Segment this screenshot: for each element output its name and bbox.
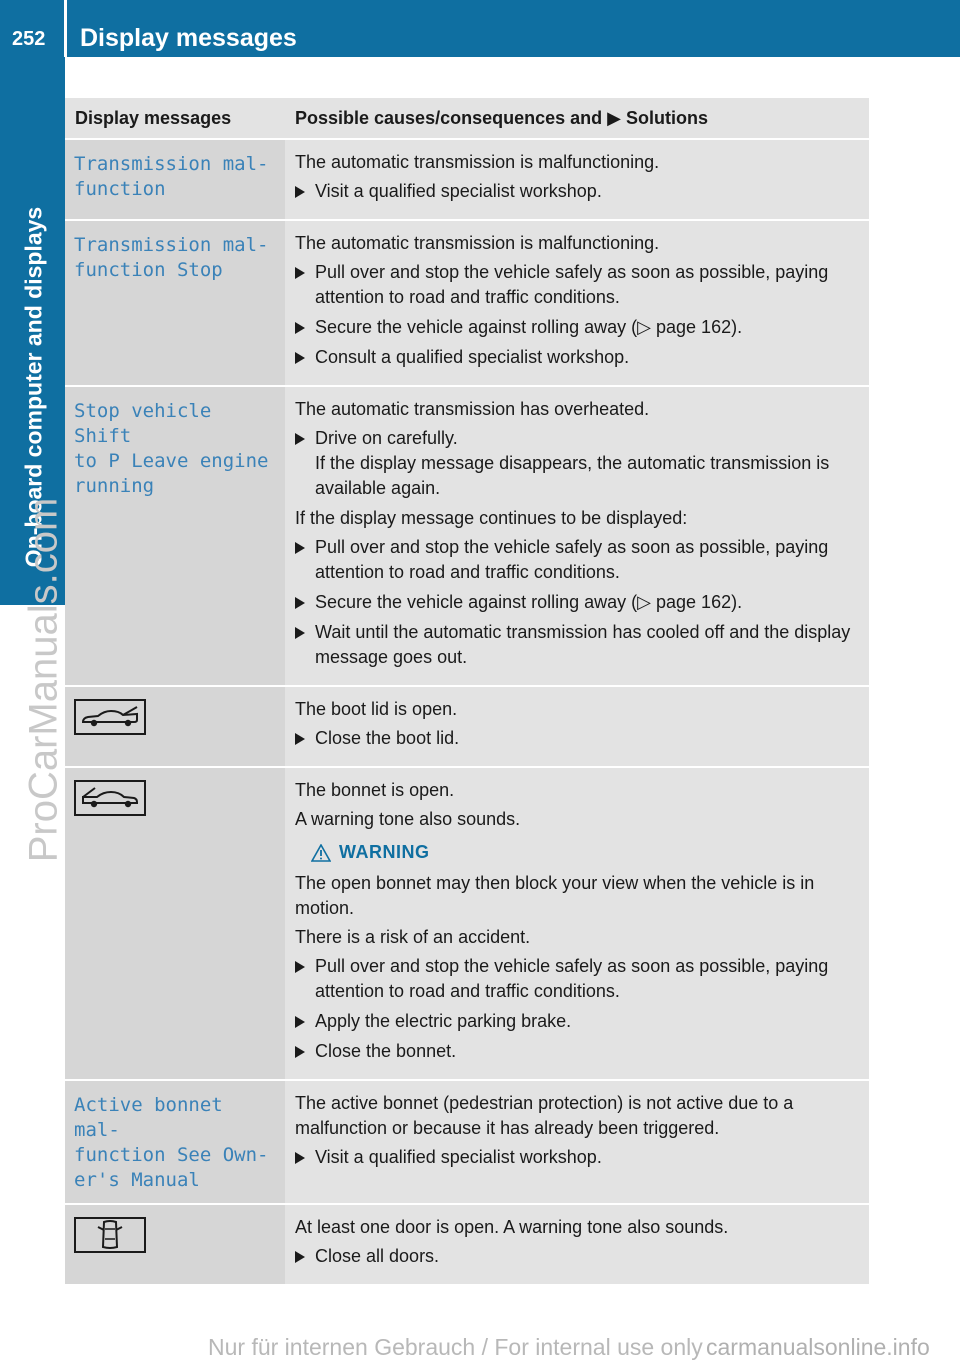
description-text: The boot lid is open. <box>295 699 458 719</box>
step-text: Wait until the automatic transmission has cooled off and the display message goes out. <box>315 622 851 667</box>
solution-step <box>295 1009 861 1034</box>
table-row <box>65 1205 869 1286</box>
step-text: Close the boot lid. <box>315 728 460 748</box>
solution-cell <box>285 687 869 766</box>
table-header <box>65 98 869 140</box>
page-number: 252 <box>12 28 46 50</box>
solution-step <box>295 954 861 1004</box>
display-messages-table <box>65 98 869 1286</box>
step-text: Pull over and stop the vehicle safely as soon as possible, paying attention to road and traffic conditions. <box>315 537 829 582</box>
solution-cell <box>285 140 869 219</box>
message-cell <box>65 768 285 1079</box>
step-text: Visit a qualified specialist workshop. <box>315 1147 602 1167</box>
step-arrow-icon <box>295 961 305 973</box>
message-cell <box>65 221 285 385</box>
message-cell <box>65 1205 285 1284</box>
description-text: The automatic transmission is malfunctioning. <box>295 233 660 253</box>
solution-cell <box>285 221 869 385</box>
warning-label: WARNING <box>339 842 430 862</box>
solution-step <box>295 726 861 751</box>
watermark-left: ProCarManuals.com <box>21 497 66 863</box>
step-arrow-icon <box>295 1152 305 1164</box>
step-subtext: If the display message disappears, the automatic transmission is available again. <box>315 453 830 498</box>
footer-site: carmanualsonline.info <box>706 1334 930 1360</box>
column-header-messages: Display messages <box>75 107 232 128</box>
table-row <box>65 768 869 1081</box>
step-arrow-icon <box>295 627 305 639</box>
footer-note: Nur für internen Gebrauch / For internal use only <box>208 1334 703 1360</box>
step-arrow-icon <box>295 186 305 198</box>
bonnet-open-icon <box>74 780 146 816</box>
message-cell <box>65 687 285 766</box>
section-label: On-board computer and displays <box>20 206 47 568</box>
solution-step <box>295 1039 861 1064</box>
step-arrow-icon <box>295 322 305 334</box>
description-text: The bonnet is open. <box>295 780 455 800</box>
display-message-text: Transmission mal- function Stop <box>74 234 269 281</box>
solution-step <box>295 620 861 670</box>
table-row <box>65 387 869 687</box>
description-text: The open bonnet may then block your view when the vehicle is in motion. <box>295 873 815 918</box>
table-row <box>65 140 869 221</box>
step-arrow-icon <box>295 597 305 609</box>
message-cell <box>65 140 285 219</box>
description-text: There is a risk of an accident. <box>295 927 531 947</box>
display-message-text: Active bonnet mal- function See Own- er's Manual <box>74 1094 269 1191</box>
step-arrow-icon <box>295 733 305 745</box>
message-cell <box>65 387 285 685</box>
solution-step <box>295 260 861 310</box>
step-text: Pull over and stop the vehicle safely as soon as possible, paying attention to road and traffic conditions. <box>315 262 829 307</box>
solution-step <box>295 315 861 340</box>
solution-step <box>295 179 861 204</box>
page-title: Display messages <box>80 24 297 52</box>
description-text: The active bonnet (pedestrian protection) is not active due to a malfunction or because it has already been triggered. <box>295 1093 794 1138</box>
description-text: The automatic transmission has overheated. <box>295 399 650 419</box>
step-arrow-icon <box>295 542 305 554</box>
table-body <box>65 140 869 1286</box>
table-row <box>65 221 869 387</box>
message-cell <box>65 1081 285 1203</box>
step-text: Secure the vehicle against rolling away (▷ page 162). <box>315 592 743 612</box>
solution-step <box>295 1244 861 1269</box>
step-arrow-icon <box>295 433 305 445</box>
solution-step <box>295 590 861 615</box>
step-arrow-icon <box>295 1016 305 1028</box>
solution-cell <box>285 768 869 1079</box>
warning-heading <box>311 840 861 865</box>
step-text: Close all doors. <box>315 1246 440 1266</box>
table-row <box>65 1081 869 1205</box>
description-text: A warning tone also sounds. <box>295 809 521 829</box>
solution-step <box>295 535 861 585</box>
solution-cell <box>285 1081 869 1203</box>
solution-step <box>295 345 861 370</box>
step-text: Apply the electric parking brake. <box>315 1011 572 1031</box>
step-arrow-icon <box>295 267 305 279</box>
table-row <box>65 687 869 768</box>
solution-step <box>295 1145 861 1170</box>
warning-triangle-icon <box>311 844 331 862</box>
step-text: Secure the vehicle against rolling away (▷ page 162). <box>315 317 743 337</box>
step-text: Consult a qualified specialist workshop. <box>315 347 630 367</box>
boot-open-icon <box>74 699 146 735</box>
step-arrow-icon <box>295 1046 305 1058</box>
column-header-solutions: Possible causes/consequences and ▶ Solutions <box>295 107 708 128</box>
step-text: Close the bonnet. <box>315 1041 457 1061</box>
display-message-text: Stop vehicle Shift to P Leave engine running <box>74 400 269 497</box>
solution-step <box>295 426 861 501</box>
solution-cell <box>285 387 869 685</box>
step-text: Pull over and stop the vehicle safely as soon as possible, paying attention to road and traffic conditions. <box>315 956 829 1001</box>
step-arrow-icon <box>295 352 305 364</box>
step-text: Visit a qualified specialist workshop. <box>315 181 602 201</box>
display-message-text: Transmission mal- function <box>74 153 269 200</box>
step-arrow-icon <box>295 1251 305 1263</box>
header-divider <box>64 0 67 57</box>
description-text: The automatic transmission is malfunctioning. <box>295 152 660 172</box>
description-text: If the display message continues to be displayed: <box>295 508 688 528</box>
solution-cell <box>285 1205 869 1284</box>
description-text: At least one door is open. A warning tone also sounds. <box>295 1217 729 1237</box>
step-text: Drive on carefully. <box>315 428 458 448</box>
door-open-icon <box>74 1217 146 1253</box>
